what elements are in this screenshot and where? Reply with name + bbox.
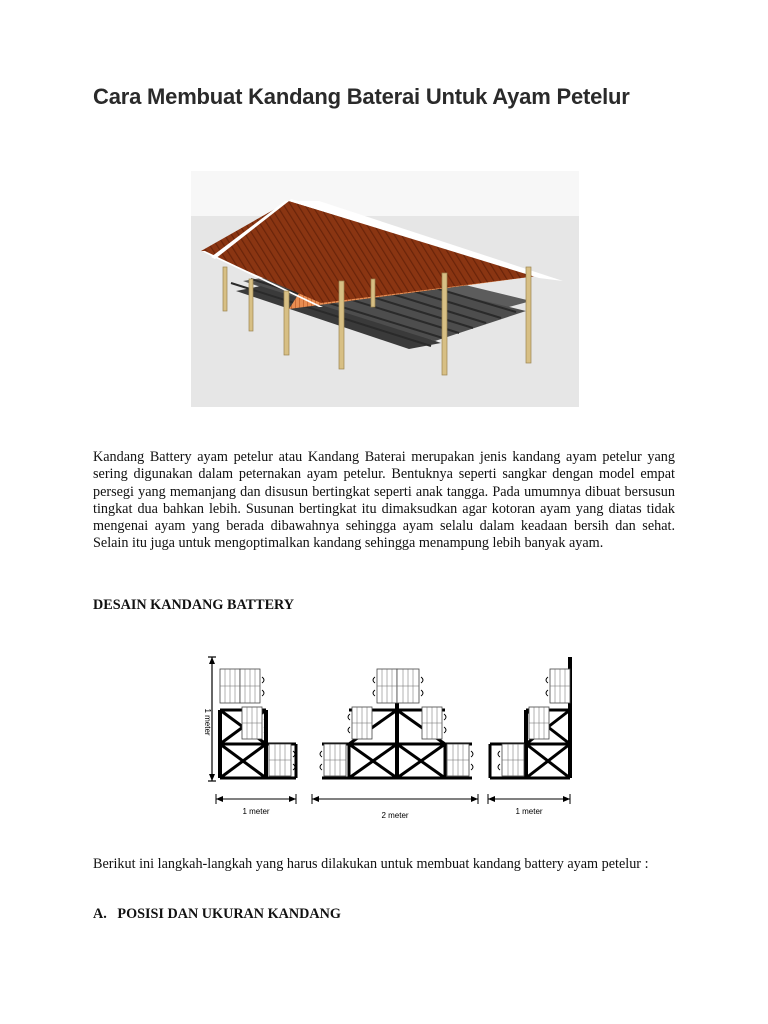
barn-illustration	[191, 171, 579, 407]
design-heading: DESAIN KANDANG BATTERY	[93, 597, 295, 613]
intro-paragraph: Kandang Battery ayam petelur atau Kandang Baterai merupakan jenis kandang ayam petelur yang sering digunakan dalam peternakan ayam petelur. Bentuknya seperti sangkar dengan model empat persegi yang memanjang dan disusun bertingkat seperti anak tangga. Pada umumnya dibuat bersusun tingkat dua bahkan lebih. Susunan bertingkat itu dimaksudkan agar kotoran ayam yang diatas tidak mengenai ayam yang berada dibawahnya sehingga ayam selalu dalam keadaan bersih dan sehat. Selain itu juga untuk mengoptimalkan kandang sehingga menampung lebih banyak ayam.	[93, 449, 675, 552]
page-title: Cara Membuat Kandang Baterai Untuk Ayam Petelur	[93, 84, 630, 109]
steps-intro-paragraph: Berikut ini langkah-langkah yang harus dilakukan untuk membuat kandang battery ayam petelur :	[93, 856, 649, 872]
width-label-center: 2 meter	[381, 811, 409, 820]
width-label-right: 1 meter	[515, 807, 543, 816]
height-dimension-label: 1 meter	[203, 708, 212, 736]
width-label-left: 1 meter	[242, 807, 270, 816]
section-a-heading: A. POSISI DAN UKURAN KANDANG	[93, 906, 341, 922]
battery-cage-design-diagram	[196, 652, 580, 824]
